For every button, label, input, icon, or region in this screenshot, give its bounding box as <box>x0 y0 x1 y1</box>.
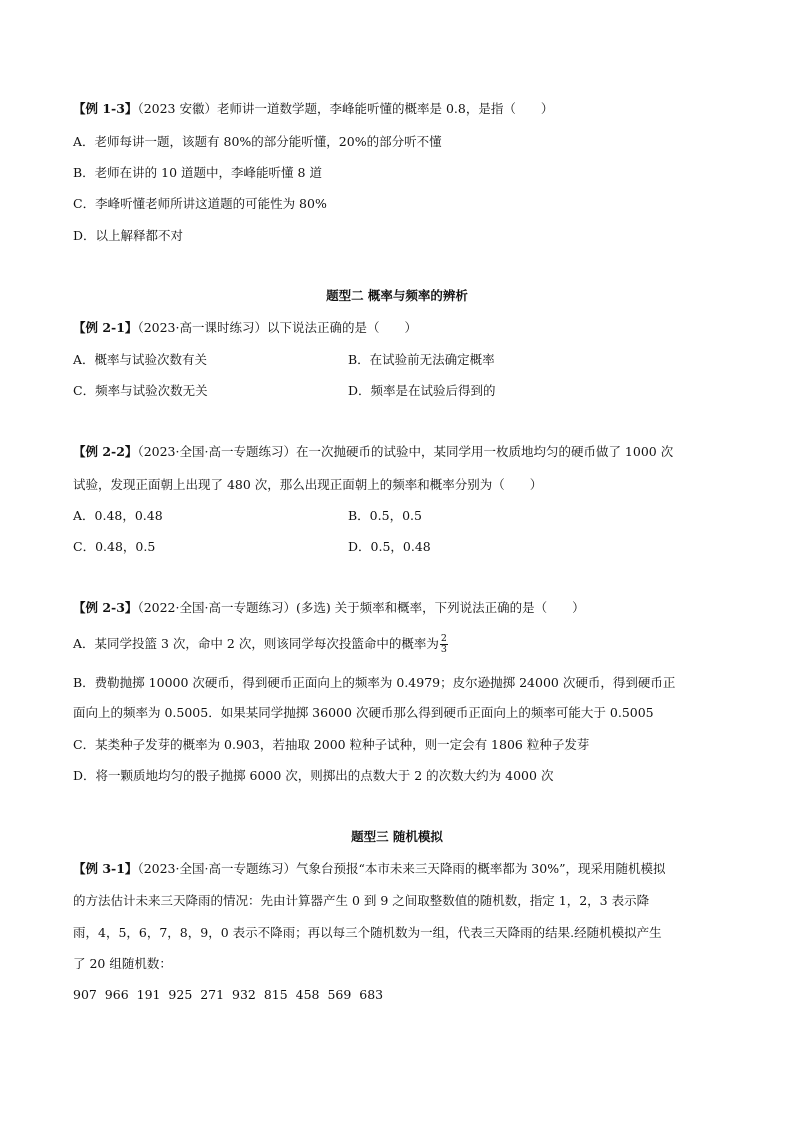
option-b: B．老师在讲的 10 道题中，李峰能听懂 8 道 <box>73 165 322 180</box>
example-tag: 【例 3-1】 <box>73 861 138 876</box>
option-a: A．概率与试验次数有关 <box>73 352 208 367</box>
example-tag: 【例 2-3】 <box>73 600 138 615</box>
option-a <box>73 634 448 655</box>
fraction-denominator: 3 <box>440 644 447 655</box>
option-a-text: A．某同学投篮 3 次，命中 2 次，则该同学每次投篮命中的概率为 <box>73 636 439 651</box>
option-d: D．以上解释都不对 <box>73 228 184 243</box>
question-text-continued: 试验，发现正面朝上出现了 480 次，那么出现正面朝上的频率和概率分别为（ ） <box>73 477 543 492</box>
example-1-3-stem <box>73 100 553 118</box>
option-b: B．费勒抛掷 10000 次硬币，得到硬币正面向上的频率为 0.4979；皮尔逊抛掷 24000 次硬币，得到硬币正 <box>73 675 676 690</box>
option-d: D．0.5，0.48 <box>348 539 431 554</box>
option-b: B．0.5，0.5 <box>348 508 422 523</box>
section-heading-2: 题型二 概率与频率的辨析 <box>326 288 468 303</box>
option-b: B．在试验前无法确定概率 <box>348 352 495 367</box>
question-text: （2023·全国·高一专题练习）在一次抛硬币的试验中，某同学用一枚质地均匀的硬币做了 1000 次 <box>137 444 674 459</box>
option-d: D．频率是在试验后得到的 <box>348 383 496 398</box>
section-heading-3: 题型三 随机模拟 <box>351 829 443 844</box>
option-a: A．0.48，0.48 <box>73 508 163 523</box>
question-text: （2023·高一课时练习）以下说法正确的是（ ） <box>137 320 417 335</box>
fraction-numerator: 2 <box>440 633 447 644</box>
question-text-line2: 的方法估计未来三天降雨的情况：先由计算器产生 0 到 9 之间取整数值的随机数，指定 1，2，3 表示降 <box>73 893 650 908</box>
example-2-1-stem <box>73 319 417 337</box>
option-d: D．将一颗质地均匀的骰子抛掷 6000 次，则掷出的点数大于 2 的次数大约为 4000 次 <box>73 768 554 783</box>
example-2-2-stem <box>73 443 673 461</box>
question-text: （2023·全国·高一专题练习）气象台预报“本市未来三天降雨的概率都为 30%”，现采用随机模拟 <box>137 861 666 876</box>
fraction <box>440 634 448 655</box>
example-tag: 【例 1-3】 <box>73 101 138 116</box>
option-c: C．某类种子发芽的概率为 0.903，若抽取 2000 粒种子试种，则一定会有 1806 粒种子发芽 <box>73 737 590 752</box>
question-text-line3: 雨，4，5，6，7，8，9，0 表示不降雨；再以每三个随机数为一组，代表三天降雨的结果.经随机模拟产生 <box>73 925 662 940</box>
option-a: A．老师每讲一题，该题有 80%的部分能听懂，20%的部分听不懂 <box>73 134 442 149</box>
option-c: C．0.48，0.5 <box>73 539 156 554</box>
example-2-3-stem <box>73 599 585 617</box>
option-c: C．李峰听懂老师所讲这道题的可能性为 80% <box>73 196 327 211</box>
option-c: C．频率与试验次数无关 <box>73 383 208 398</box>
question-text: （2022·全国·高一专题练习）(多选) 关于频率和概率，下列说法正确的是（ ） <box>137 600 585 615</box>
random-number-list: 907 966 191 925 271 932 815 458 569 683 <box>73 987 384 1002</box>
option-b-continued: 面向上的频率为 0.5005．如果某同学抛掷 36000 次硬币那么得到硬币正面向上的频率可能大于 0.5005 <box>73 705 654 720</box>
example-3-1-stem <box>73 860 666 878</box>
question-text: （2023 安徽）老师讲一道数学题，李峰能听懂的概率是 0.8，是指（ ） <box>137 101 554 116</box>
example-tag: 【例 2-1】 <box>73 320 138 335</box>
example-tag: 【例 2-2】 <box>73 444 138 459</box>
question-text-line4: 了 20 组随机数： <box>73 956 172 971</box>
